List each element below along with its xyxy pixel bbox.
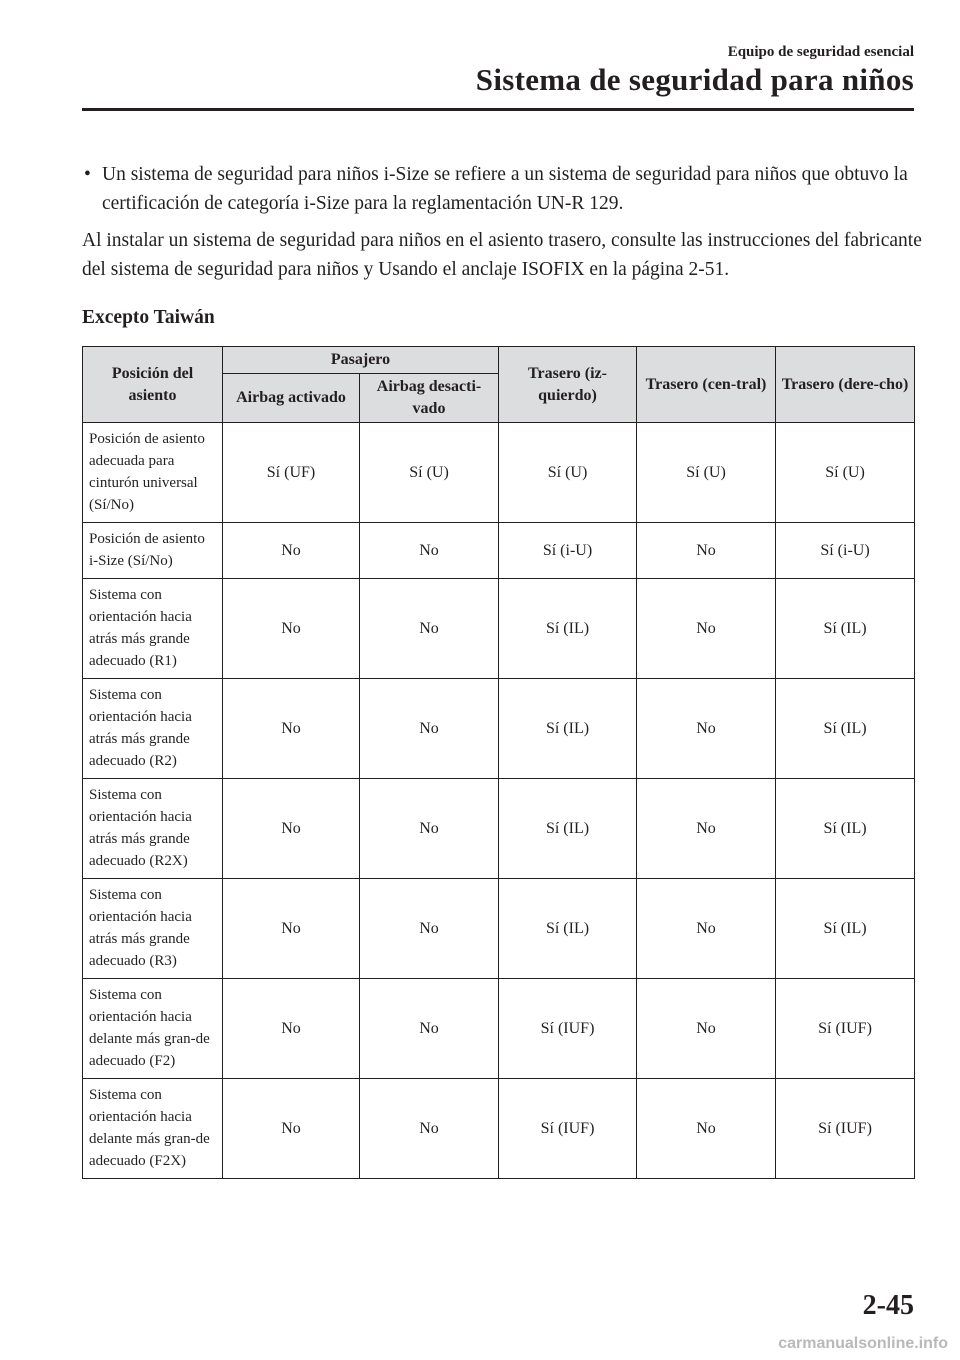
row-label: Sistema con orientación hacia atrás más grande adecuado (R2) xyxy=(83,679,223,779)
cell-rear-center: No xyxy=(637,579,776,679)
table-row xyxy=(83,879,915,979)
cell-airbag-off: No xyxy=(360,979,499,1079)
cell-airbag-on: Sí (UF) xyxy=(223,423,360,523)
cell-rear-center: No xyxy=(637,523,776,579)
table-row xyxy=(83,679,915,779)
cell-rear-center: No xyxy=(637,1079,776,1179)
cell-airbag-off: No xyxy=(360,779,499,879)
cell-rear-left: Sí (IUF) xyxy=(499,1079,637,1179)
row-label: Sistema con orientación hacia atrás más grande adecuado (R3) xyxy=(83,879,223,979)
cell-airbag-off: Sí (U) xyxy=(360,423,499,523)
cell-rear-center: No xyxy=(637,779,776,879)
section-label: Equipo de seguridad esencial xyxy=(727,44,914,60)
row-label: Posición de asiento i-Size (Sí/No) xyxy=(83,523,223,579)
cell-rear-right: Sí (IUF) xyxy=(776,979,915,1079)
watermark: carmanualsonline.info xyxy=(778,1335,948,1352)
header-rear-right: Trasero (dere-cho) xyxy=(776,347,915,423)
cell-rear-right: Sí (i-U) xyxy=(776,523,915,579)
header-rear-center: Trasero (cen-tral) xyxy=(637,347,776,423)
body-paragraph: Al instalar un sistema de seguridad para niños en el asiento trasero, consulte las instrucciones del fabricante del sistema de seguridad para niños y Usando el anclaje ISOFIX en la página 2-51. xyxy=(82,230,922,280)
cell-rear-right: Sí (IL) xyxy=(776,879,915,979)
cell-airbag-on: No xyxy=(223,779,360,879)
table-row xyxy=(83,423,915,523)
cell-airbag-on: No xyxy=(223,679,360,779)
cell-rear-center: No xyxy=(637,879,776,979)
cell-rear-left: Sí (IL) xyxy=(499,679,637,779)
header-airbag-on: Airbag activado xyxy=(223,374,360,423)
cell-rear-right: Sí (IL) xyxy=(776,779,915,879)
header-divider xyxy=(82,108,914,111)
cell-airbag-off: No xyxy=(360,879,499,979)
cell-rear-right: Sí (IUF) xyxy=(776,1079,915,1179)
table-row xyxy=(83,579,915,679)
cell-airbag-off: No xyxy=(360,523,499,579)
header-passenger: Pasajero xyxy=(223,347,499,374)
cell-airbag-off: No xyxy=(360,679,499,779)
cell-airbag-on: No xyxy=(223,579,360,679)
compatibility-table xyxy=(82,346,915,1179)
table-row xyxy=(83,979,915,1079)
cell-airbag-on: No xyxy=(223,523,360,579)
cell-rear-left: Sí (IL) xyxy=(499,779,637,879)
header-position: Posición del asiento xyxy=(83,347,223,423)
row-label: Sistema con orientación hacia atrás más grande adecuado (R2X) xyxy=(83,779,223,879)
cell-rear-left: Sí (IL) xyxy=(499,579,637,679)
cell-rear-left: Sí (IL) xyxy=(499,879,637,979)
cell-rear-right: Sí (IL) xyxy=(776,579,915,679)
cell-airbag-off: No xyxy=(360,1079,499,1179)
bullet-text: Un sistema de seguridad para niños i-Size se refiere a un sistema de seguridad para niños que obtuvo la certificación de categoría i-Size para la reglamentación UN-R 129. xyxy=(102,164,908,214)
cell-airbag-off: No xyxy=(360,579,499,679)
cell-rear-left: Sí (U) xyxy=(499,423,637,523)
cell-rear-center: No xyxy=(637,679,776,779)
table-row xyxy=(83,523,915,579)
page-title: Sistema de seguridad para niños xyxy=(475,62,914,97)
cell-rear-right: Sí (IL) xyxy=(776,679,915,779)
page-number: 2-45 xyxy=(862,1290,914,1321)
bullet-icon: • xyxy=(84,164,91,185)
row-label: Sistema con orientación hacia delante más gran-de adecuado (F2X) xyxy=(83,1079,223,1179)
cell-airbag-on: No xyxy=(223,1079,360,1179)
subheading: Excepto Taiwán xyxy=(82,307,215,328)
cell-rear-left: Sí (IUF) xyxy=(499,979,637,1079)
cell-rear-center: Sí (U) xyxy=(637,423,776,523)
header-airbag-off: Airbag desacti-vado xyxy=(360,374,499,423)
cell-airbag-on: No xyxy=(223,879,360,979)
bullet-item xyxy=(84,160,914,218)
cell-airbag-on: No xyxy=(223,979,360,1079)
table-row xyxy=(83,779,915,879)
header-rear-left: Trasero (iz-quierdo) xyxy=(499,347,637,423)
row-label: Posición de asiento adecuada para cinturón universal (Sí/No) xyxy=(83,423,223,523)
row-label: Sistema con orientación hacia atrás más grande adecuado (R1) xyxy=(83,579,223,679)
cell-rear-center: No xyxy=(637,979,776,1079)
cell-rear-right: Sí (U) xyxy=(776,423,915,523)
cell-rear-left: Sí (i-U) xyxy=(499,523,637,579)
table-row xyxy=(83,1079,915,1179)
row-label: Sistema con orientación hacia delante más gran-de adecuado (F2) xyxy=(83,979,223,1079)
